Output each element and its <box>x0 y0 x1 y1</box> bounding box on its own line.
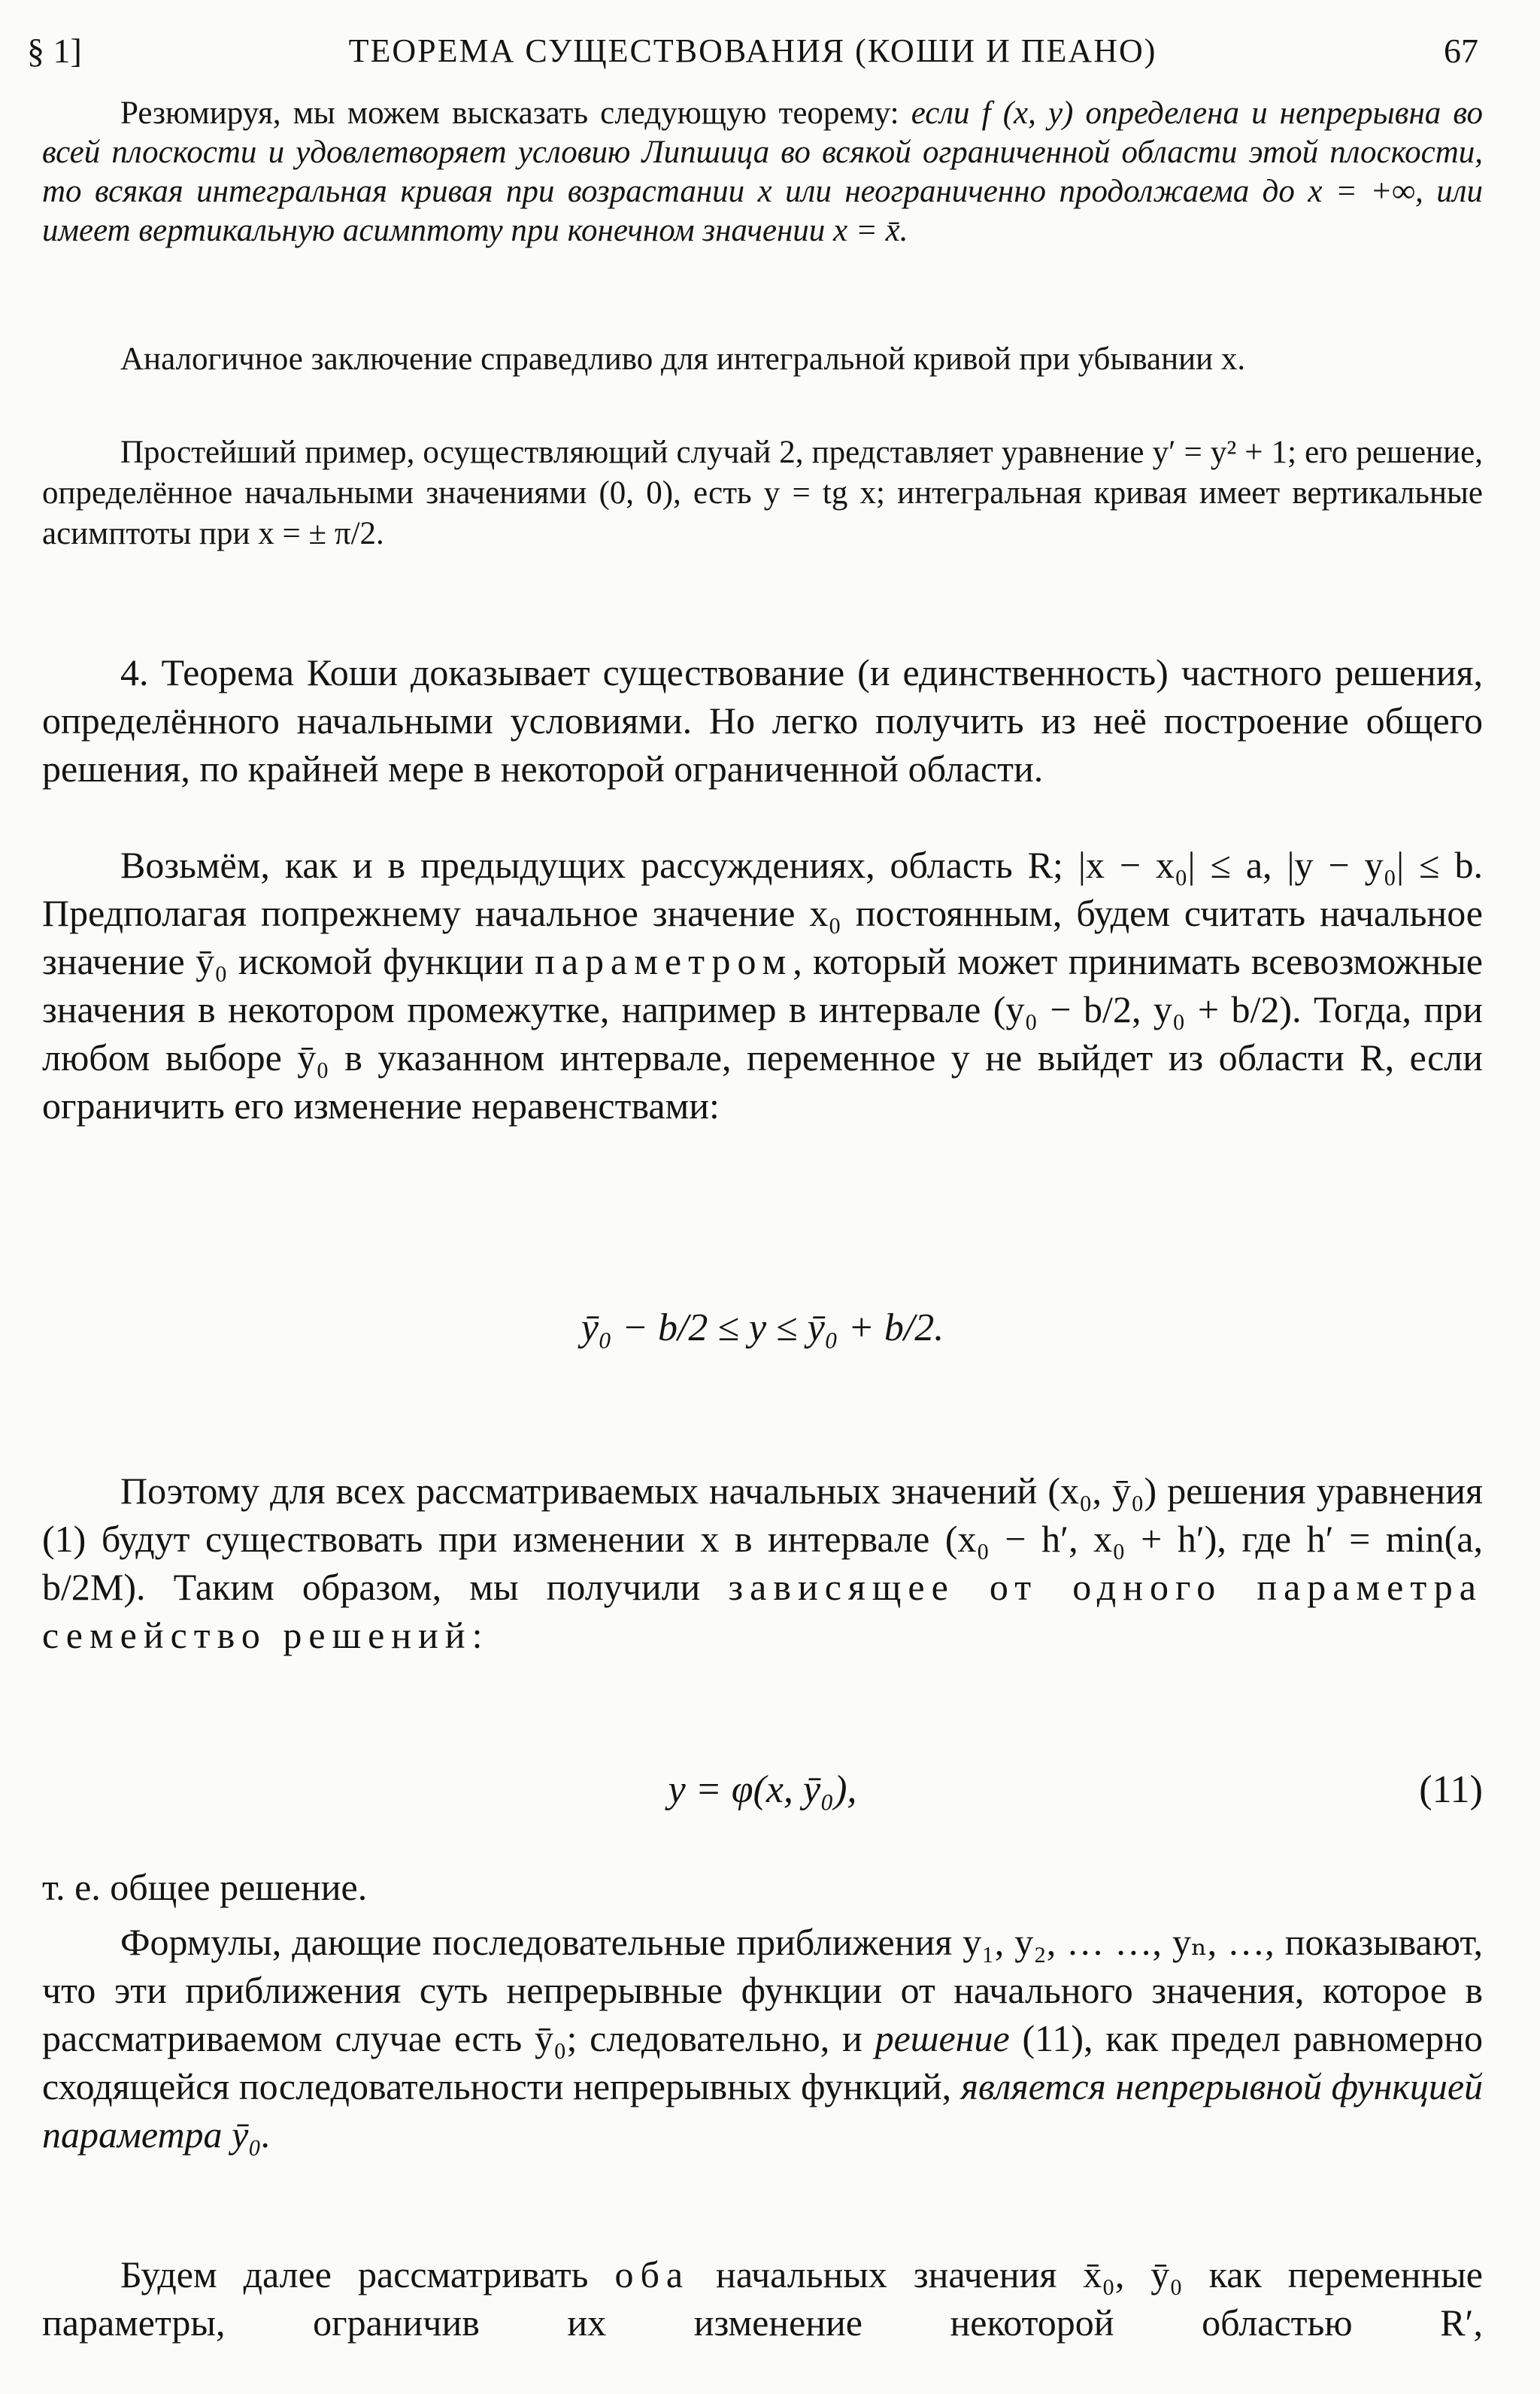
family-text-a: Поэтому для всех рассматриваемых начальных значений (x₀, ȳ₀) решения уравнения (1) будут существовать при изменении x в интервале (x₀ − h′, x₀ + h′), где h′ = min(a, b/2M). Таким образом, мы получили <box>42 1470 1483 1608</box>
general-solution-note <box>42 1863 1483 1911</box>
equation-number: (11) <box>1419 1768 1483 1811</box>
family-paragraph <box>42 1467 1483 1659</box>
analog-text: Аналогичное заключение справедливо для интегральной кривой при убывании x. <box>120 341 1246 377</box>
theorem-paragraph <box>42 94 1483 250</box>
both-text-b: начальных значения x̄₀, ȳ₀ как переменные параметры, ограничив их изменение некоторой областью R′, <box>42 2253 1483 2344</box>
general-solution-text: т. е. общее решение. <box>42 1866 368 1908</box>
continuity-italic-1: решение <box>875 2017 1010 2059</box>
parameter-spaced-word: параметром <box>535 940 793 982</box>
continuity-text-a: Формулы, дающие последовательные приближения y₁, y₂, … …, yₙ, …, показывают, что эти приближения суть непрерывные функции от начального значения, которое в рассматриваемом случае есть ȳ₀; следовательно, и <box>42 1921 1483 2059</box>
parameter-text-b: , который может принимать всевозможные значения в некотором промежутке, например в интервале (y₀ − b/2, y₀ + b/2). Тогда, при любом выборе ȳ₀ в указанном интервале, переменное y не выйдет из области R, если ограничить его изменение неравенствами: <box>42 940 1483 1127</box>
theorem-statement: если f (x, y) определена и непрерывна во всей плоскости и удовлетворяет условию Липшица во всякой ограниченной области этой плоскости, то всякая интегральная кривая при возрастании x или неограниченно продолжаема до x = +∞, или имеет вертикальную асимптоту при конечном значении x = x̄. <box>42 96 1484 248</box>
page-number: 67 <box>1444 32 1478 70</box>
continuity-italic-2: является непрерывной функцией параметра ȳ₀. <box>42 2065 1484 2156</box>
both-spaced-word: оба <box>614 2253 690 2295</box>
family-spaced-phrase: зависящее от одного параметра семейство решений <box>42 1566 1483 1656</box>
analog-paragraph <box>42 340 1483 379</box>
continuity-paragraph <box>42 1918 1483 2159</box>
section-marker: § 1] <box>27 32 82 70</box>
inequality-equation: ȳ₀ − b/2 ≤ y ≤ ȳ₀ + b/2. <box>581 1306 944 1349</box>
example-paragraph <box>42 432 1483 554</box>
parameter-paragraph <box>42 841 1483 1130</box>
family-text-b: : <box>471 1614 483 1656</box>
parameter-text-a: Возьмём, как и в предыдущих рассуждениях, область R; |x − x₀| ≤ a, |y − y₀| ≤ b. Предполагая попрежнему начальное значение x₀ постоянным, будем считать начальное значение ȳ₀ искомой функции <box>42 844 1483 982</box>
general-solution-equation <box>42 1767 1483 1812</box>
section-4-paragraph <box>42 648 1483 793</box>
chapter-title: ТЕОРЕМА СУЩЕСТВОВАНИЯ (КОШИ И ПЕАНО) <box>348 32 1157 69</box>
theorem-lead: Резюмируя, мы можем высказать следующую теорему: <box>120 96 911 131</box>
both-text-a: Будем далее рассматривать <box>120 2253 615 2295</box>
continuity-text-b: (11), как предел равномерно сходящейся последовательности непрерывных функций, <box>42 2017 1483 2107</box>
section-4-text: 4. Теорема Коши доказывает существование (и единственность) частного решения, определённого начальными условиями. Но легко получить из неё построение общего решения, по крайней мере в некоторой ограниченной области. <box>42 651 1483 790</box>
both-parameters-paragraph <box>42 2250 1483 2347</box>
example-text: Простейший пример, осуществляющий случай 2, представляет уравнение y′ = y² + 1; его решение, определённое начальными значениями (0, 0), есть y = tg x; интегральная кривая имеет вертикальные асимптоты при x = ± π/2. <box>42 435 1483 551</box>
running-header <box>27 24 1478 78</box>
equation-11: y = φ(x, ȳ₀), <box>668 1768 857 1811</box>
